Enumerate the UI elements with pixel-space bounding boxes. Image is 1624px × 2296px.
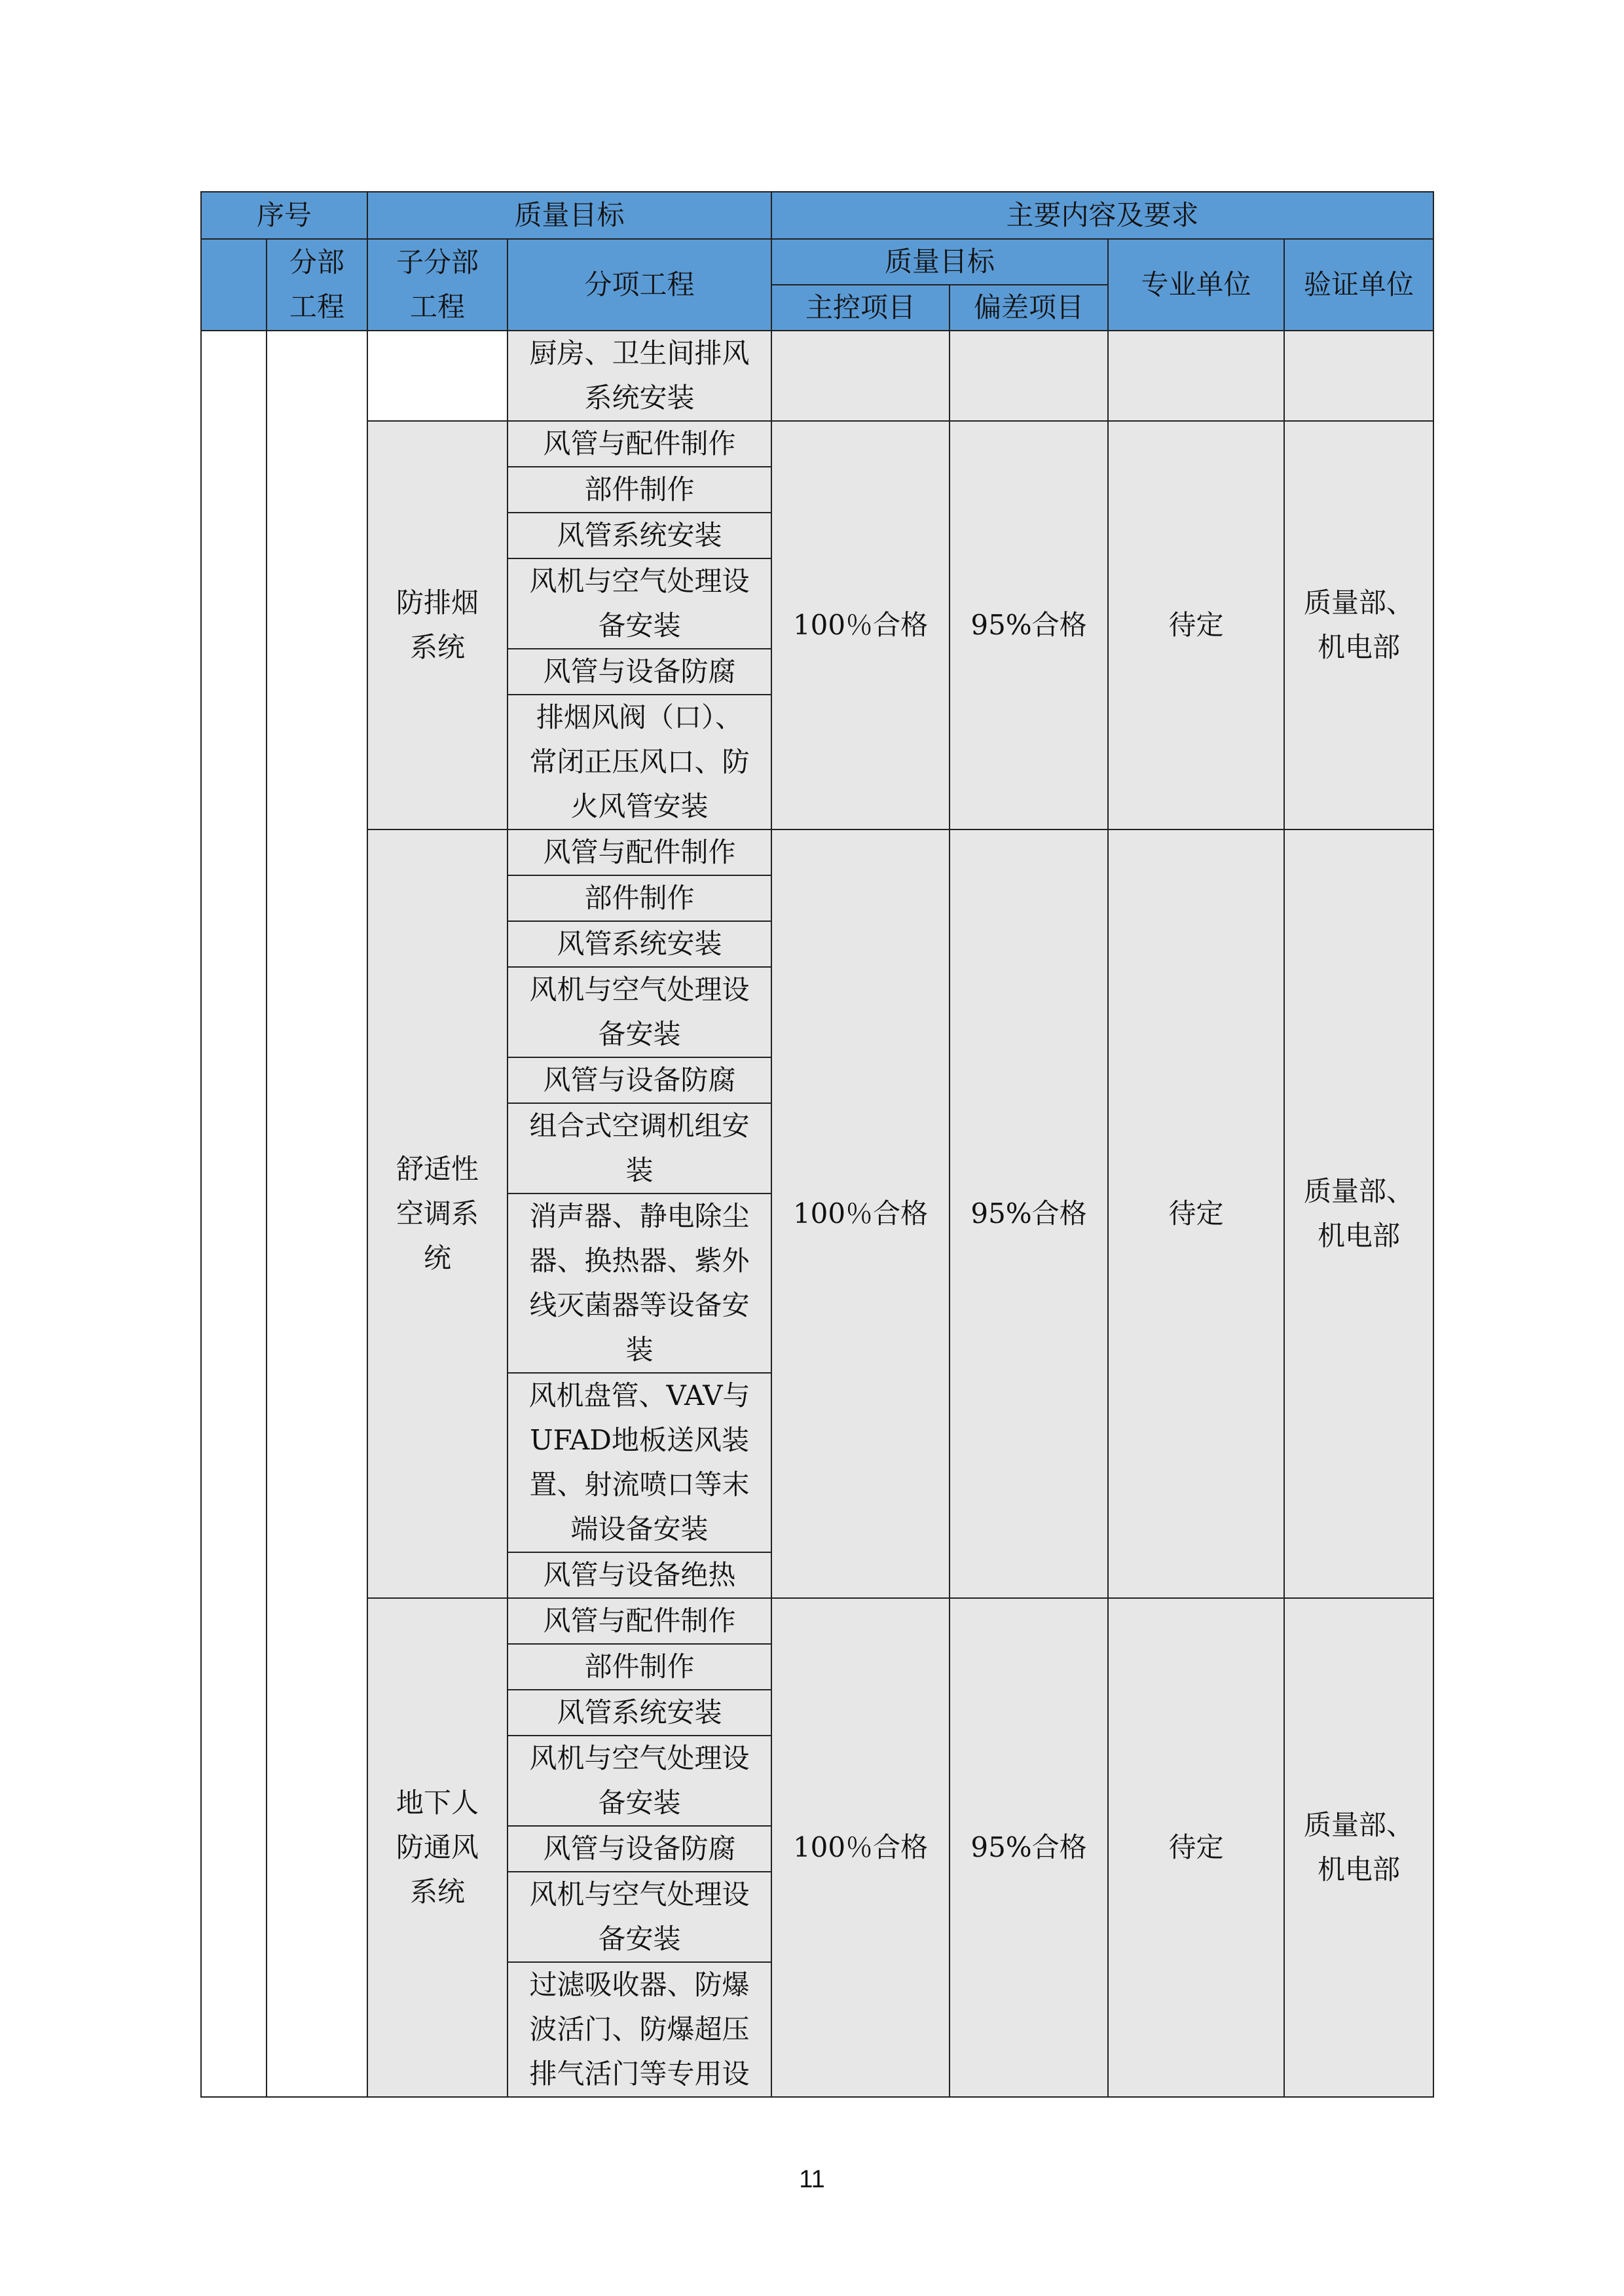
item-cell: 风机与空气处理设 备安装	[507, 1736, 771, 1826]
header-quality-target: 质量目标	[367, 192, 771, 239]
item-cell: 风管系统安装	[507, 921, 771, 967]
verify-unit-cell: 质量部、 机电部	[1284, 829, 1433, 1598]
header-specialty-unit: 专业单位	[1108, 239, 1284, 331]
subdivision-cell: 防排烟 系统	[367, 421, 507, 829]
header-seq: 序号	[201, 192, 367, 239]
item-cell: 部件制作	[507, 1644, 771, 1690]
header-sub-quality-target: 质量目标	[771, 239, 1108, 285]
item-cell: 风机与空气处理设 备安装	[507, 967, 771, 1057]
specialty-unit-cell: 待定	[1108, 829, 1284, 1598]
header-main-content: 主要内容及要求	[771, 192, 1433, 239]
item-cell: 风管与配件制作	[507, 1598, 771, 1644]
deviation-cell: 95%合格	[950, 829, 1108, 1598]
header-verify-unit: 验证单位	[1284, 239, 1433, 331]
item-cell: 风机盘管、VAV与 UFAD地板送风装 置、射流喷口等末 端设备安装	[507, 1373, 771, 1552]
subdivision-cell: 地下人 防通风 系统	[367, 1598, 507, 2097]
verify-unit-cell	[1284, 331, 1433, 421]
item-cell: 厨房、卫生间排风 系统安装	[507, 331, 771, 421]
item-cell: 风机与空气处理设 备安装	[507, 558, 771, 649]
subdivision-cell: 舒适性 空调系 统	[367, 829, 507, 1598]
item-cell: 风管与设备防腐	[507, 1057, 771, 1103]
main-control-cell: 100％合格	[771, 421, 950, 829]
item-cell: 组合式空调机组安 装	[507, 1103, 771, 1194]
item-cell: 部件制作	[507, 875, 771, 921]
item-cell: 风管与设备防腐	[507, 649, 771, 695]
item-cell: 部件制作	[507, 467, 771, 513]
specialty-unit-cell: 待定	[1108, 1598, 1284, 2097]
header-deviation: 偏差项目	[950, 285, 1108, 331]
main-control-cell: 100％合格	[771, 1598, 950, 2097]
seq-cell	[201, 331, 267, 2097]
main-control-cell	[771, 331, 950, 421]
deviation-cell	[950, 331, 1108, 421]
verify-unit-cell: 质量部、 机电部	[1284, 1598, 1433, 2097]
header-blank	[201, 239, 267, 331]
header-division: 分部 工程	[267, 239, 367, 331]
item-cell: 风机与空气处理设 备安装	[507, 1872, 771, 1962]
deviation-cell: 95%合格	[950, 1598, 1108, 2097]
table-row	[201, 829, 1433, 875]
table-row	[201, 331, 1433, 421]
quality-target-table	[200, 191, 1434, 2098]
header-main-control: 主控项目	[771, 285, 950, 331]
subdivision-cell	[367, 331, 507, 421]
page-number: 11	[799, 2166, 825, 2193]
item-cell: 消声器、静电除尘 器、换热器、紫外 线灭菌器等设备安 装	[507, 1194, 771, 1373]
verify-unit-cell: 质量部、 机电部	[1284, 421, 1433, 829]
main-control-cell: 100％合格	[771, 829, 950, 1598]
division-cell	[267, 331, 367, 2097]
header-row-2	[201, 239, 1433, 285]
specialty-unit-cell: 待定	[1108, 421, 1284, 829]
item-cell: 风管与配件制作	[507, 421, 771, 467]
item-cell: 过滤吸收器、防爆 波活门、防爆超压 排气活门等专用设	[507, 1962, 771, 2097]
item-cell: 风管系统安装	[507, 513, 771, 558]
header-item: 分项工程	[507, 239, 771, 331]
deviation-cell: 95%合格	[950, 421, 1108, 829]
item-cell: 风管与设备防腐	[507, 1826, 771, 1872]
table-row	[201, 421, 1433, 467]
table-row	[201, 1598, 1433, 1644]
item-cell: 风管系统安装	[507, 1690, 771, 1736]
specialty-unit-cell	[1108, 331, 1284, 421]
item-cell: 风管与设备绝热	[507, 1552, 771, 1598]
item-cell: 风管与配件制作	[507, 829, 771, 875]
header-subdivision: 子分部 工程	[367, 239, 507, 331]
header-row-1	[201, 192, 1433, 239]
item-cell: 排烟风阀（口）、 常闭正压风口、防 火风管安装	[507, 695, 771, 829]
